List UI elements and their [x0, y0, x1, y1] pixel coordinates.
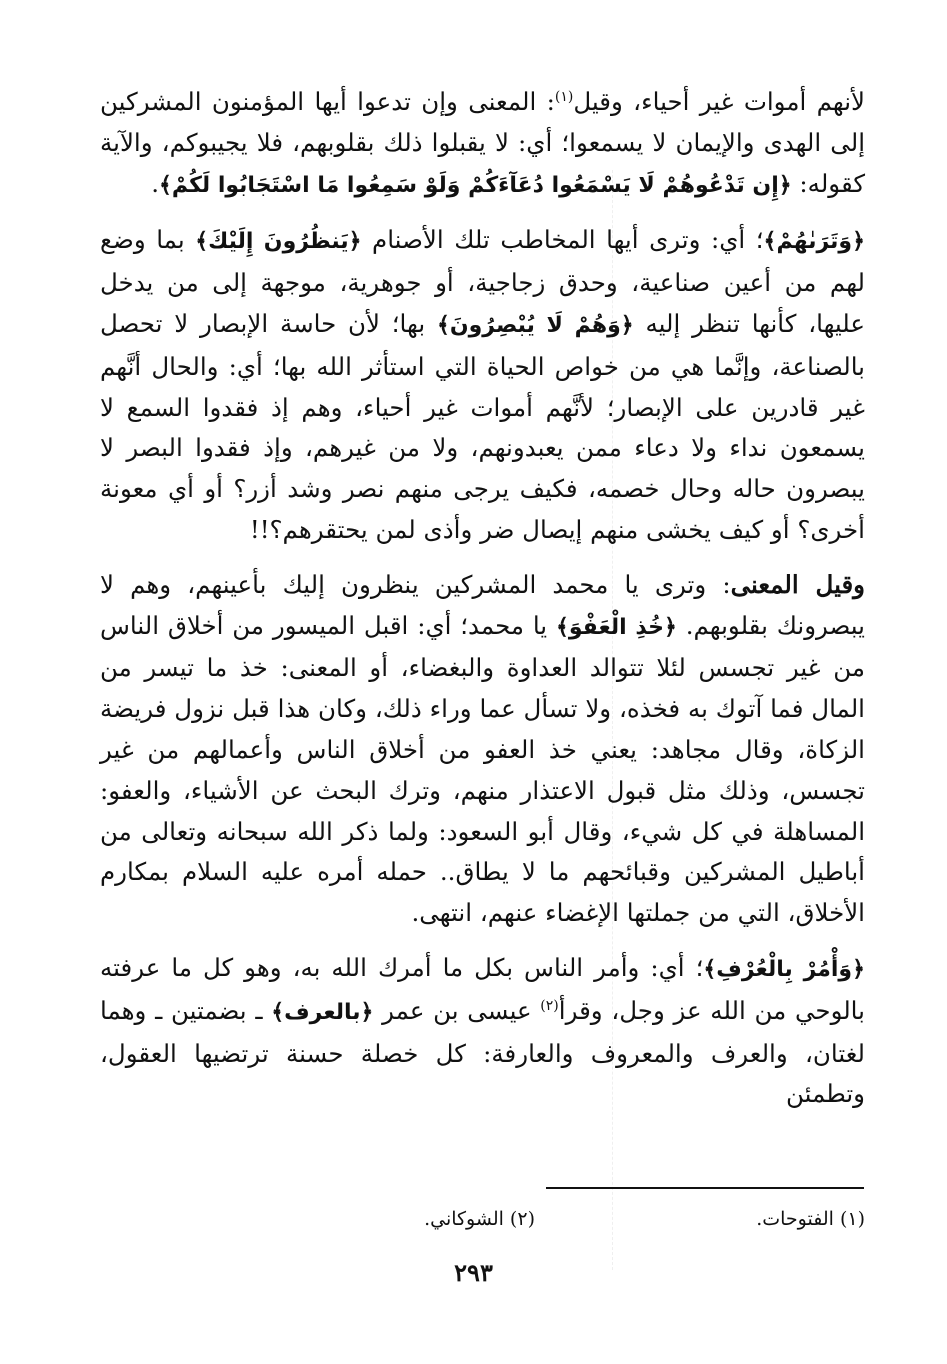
text-run: لأنهم أموات غير أحياء، وقيل [573, 87, 865, 116]
text-run: بها؛ لأن حاسة الإبصار لا تحصل بالصناعة، وإنَّما هي من خواص الحياة التي استأثر الله بها؛ أي: والحال أنَّهم غير قادرين على الإبصار؛ لأنَّهم أموات غير أحياء، وهم إذ فقدوا السمع لا يسمعون نداء ولا دعاء ممن يعبدونهم، ولا من غيرهم، وإذ فقدوا البصر لا يبصرون حاله وحال خصمه، فكيف يرجى منهم نصر وشد أزر؟ أو أي معونة أخرى؟ أو كيف يخشى منهم إيصال ضر وأذى لمن يحتقرهم؟!! [100, 308, 865, 544]
text-run: : المعنى وإن تدعوا أيها المؤمنون المشركين إلى الهدى والإيمان لا يسمعوا؛ أي: لا يقبلوا ذلك بقلوبهم، فلا يجيبوكم، والآية كقوله: [100, 87, 865, 198]
footnote-separator [546, 1187, 864, 1189]
footnote-2: (٢) الشوكاني. [424, 1208, 535, 1230]
text-run: ؛ أي: وأمر الناس بكل ما أمرك الله به، وهو كل ما عرفته بالوحي من الله عز وجل، وقرأ [100, 952, 865, 1025]
footnote-1: (١) الفتوحات. [756, 1208, 865, 1230]
quran-quote: ﴿وَتَرَىٰهُمْ﴾ [763, 229, 865, 255]
quran-quote: ﴿إِن تَدْعُوهُمْ لَا يَسْمَعُوا دُعَآءَكُمْ وَلَوْ سَمِعُوا مَا اسْتَجَابُوا لَكُمْ﴾ [158, 172, 792, 198]
text-run: . [151, 168, 159, 198]
page-number: ٢٩٣ [454, 1258, 493, 1287]
text-run: ؛ أي: وترى أيها المخاطب تلك الأصنام [361, 225, 764, 255]
quran-quote: ﴿وَأْمُرْ بِالْعُرْفِ﴾ [703, 956, 866, 982]
paragraph-3 [100, 565, 865, 934]
paragraph-2 [100, 220, 865, 550]
quran-quote: ﴿يَنظُرُونَ إِلَيْكَ﴾ [195, 229, 362, 255]
text-run: يا محمد؛ أي: اقبل الميسور من أخلاق الناس من غير تجسس لئلا تتوالد العداوة والبغضاء، أو المعنى: خذ ما تيسر من المال فما آتوك به فخذه، ولا تسأل عما وراء ذلك، وكان هذا قبل نزول فريضة الزكاة، وقال مجاهد: يعني خذ العفو من أخلاق الناس وأعمالهم من غير تجسس، وذلك مثل قبول الاعتذار منهم، وترك البحث عن الأشياء، والعفو: المساهلة في كل شيء، وقال أبو السعود: ولما ذكر الله سبحانه وتعالى من أباطيل المشركين وقبائحهم ما لا يطاق.. حمله أمره عليه السلام بمكارم الأخلاق، التي من جملتها الإغضاء عنهم، انتهى. [100, 610, 865, 928]
footnote-ref: (٢) [540, 997, 559, 1014]
text-run: عيسى بن عمر [373, 995, 541, 1025]
quran-quote: ﴿خُذِ الْعَفْوَ﴾ [555, 614, 677, 640]
quran-quote: ﴿وَهُمْ لَا يُبْصِرُونَ﴾ [436, 312, 634, 338]
footnote-ref: (١) [554, 88, 574, 105]
text-run: بما وضع لهم من أعين صناعية، وحدق زجاجية، أو جوهرية، موجهة إلى من يدخل عليها، كأنها تنظر إليه [100, 225, 865, 338]
page-body [100, 82, 865, 1115]
text-run: : وترى يا محمد المشركين ينظرون إليك بأعينهم، وهم لا يبصرونك بقلوبهم. [100, 569, 865, 640]
paragraph-1 [100, 82, 865, 206]
paragraph-4 [100, 948, 865, 1115]
lead-phrase: وقيل المعنى [730, 569, 866, 599]
text-run: ـ بضمتين ـ وهما لغتان، والعرف والمعروف والعارفة: كل خصلة حسنة ترتضيها العقول، وتطمئن [100, 995, 865, 1109]
quran-quote: ﴿بالعرف﴾ [271, 999, 374, 1025]
